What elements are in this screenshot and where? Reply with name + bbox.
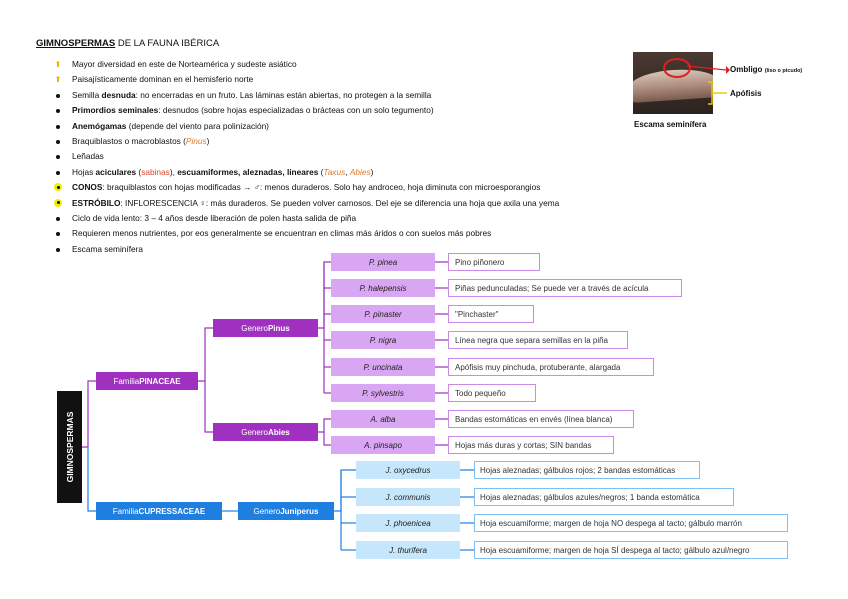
root-gimnospermas: GIMNOSPERMAS (57, 391, 82, 503)
note-text: Pinus (185, 136, 207, 147)
note-text: Mayor diversidad en este de Norteamérica y sudeste asiático (72, 59, 297, 69)
species-box: P. uncinata (331, 358, 435, 376)
note-text: escuamiformes, aleznadas, lineares (177, 166, 319, 177)
species-description: Bandas estomáticas en envés (línea blanca) (448, 410, 634, 428)
label-ombligo: Ombligo (liso o picudo) (730, 65, 803, 74)
page-title: GIMNOSPERMAS DE LA FAUNA IBÉRICA (36, 38, 220, 49)
note-text: Semilla (72, 89, 102, 100)
label-apofisis: Apófisis (730, 89, 762, 98)
genero-pinus: Genero Pinus (213, 319, 318, 337)
arrow-bullet-icon: ⬆ (54, 75, 62, 85)
note-text: ), (169, 166, 178, 177)
note-text: : braquiblastos con hojas modificadas → ♂: menos duraderos. Solo hay androceo, hoja diminuta con microesporangios (102, 182, 541, 193)
note-text: Braquiblastos o macroblastos ( (72, 136, 186, 147)
note-text: : desnudos (sobre hojas especializadas o brácteas con un solo tegumento) (158, 105, 434, 116)
species-description: Piñas pedunculadas; Se puede ver a través de acícula (448, 279, 682, 297)
note-text: : no encerradas en un fruto. Las láminas están abiertas, no protegen a la semilla (135, 89, 432, 100)
familia-cupressaceae: Familia CUPRESSACEAE (96, 502, 222, 520)
note-text: Paisajísticamente dominan en el hemisferio norte (72, 74, 254, 85)
species-box: J. phoenicea (356, 514, 460, 532)
note-text: Anemógamas (72, 120, 127, 131)
note-text: Primordios seminales (72, 105, 159, 116)
species-description: Hoja escuamiforme; margen de hoja SÍ despega al tacto; gálbulo azul/negro (474, 541, 788, 559)
species-box: P. pinea (331, 253, 435, 271)
species-box: A. pinsapo (331, 436, 435, 454)
genero-juniperus: Genero Juniperus (238, 502, 334, 520)
note-text: sabinas (141, 166, 170, 177)
species-box: J. communis (356, 488, 460, 506)
familia-pinaceae: Familia PINACEAE (96, 372, 198, 390)
note-text: ( (136, 166, 142, 177)
note-text: Requieren menos nutrientes, por eos generalmente se encuentran en climas más áridos o con suelos más pobres (72, 228, 492, 239)
species-box: J. oxycedrus (356, 461, 460, 479)
genero-abies: Genero Abies (213, 423, 318, 441)
note-text: Taxus (323, 166, 346, 177)
note-text: Escama seminífera (72, 243, 144, 254)
note-text: CONOS (72, 182, 103, 193)
species-description: "Pinchaster" (448, 305, 534, 323)
species-box: J. thurifera (356, 541, 460, 559)
note-text: aciculares (95, 166, 137, 177)
species-box: P. sylvestris (331, 384, 435, 402)
note-text: ESTRÓBILO (72, 197, 121, 208)
species-description: Hojas aleznadas; gálbulos rojos; 2 bandas estomáticas (474, 461, 700, 479)
species-description: Línea negra que separa semillas en la piña (448, 331, 628, 349)
species-description: Hojas más duras y cortas; SIN bandas (448, 436, 614, 454)
note-text: , (345, 166, 350, 177)
note-text: ) (206, 136, 210, 147)
species-description: Hoja escuamiforme; margen de hoja NO despega al tacto; gálbulo marrón (474, 514, 788, 532)
species-box: P. nigra (331, 331, 435, 349)
species-description: Apófisis muy pinchuda, protuberante, alargada (448, 358, 654, 376)
note-text: ( (318, 166, 324, 177)
species-description: Pino piñonero (448, 253, 540, 271)
species-box: P. halepensis (331, 279, 435, 297)
species-description: Todo pequeño (448, 384, 536, 402)
note-text: desnuda (101, 89, 136, 100)
species-description: Hojas aleznadas; gálbulos azules/negros; 1 banda estomática (474, 488, 734, 506)
note-text: Ciclo de vida lento: 3 – 4 años desde liberación de polen hasta salida de piña (72, 213, 357, 224)
species-box: P. pinaster (331, 305, 435, 323)
arrow-bullet-icon: ⬆ (54, 60, 62, 69)
note-text: ) (370, 166, 374, 177)
note-text: Abies (349, 166, 371, 177)
note-text: (depende del viento para polinización) (126, 120, 269, 131)
note-text: Hojas (72, 166, 96, 177)
photo-caption: Escama seminífera (634, 120, 707, 129)
note-text: : INFLORESCENCIA ♀: más duraderos. Se pueden volver carnosos. Del eje se diferencia una hoja que axila una yema (120, 197, 560, 208)
note-text: Leñadas (72, 151, 104, 162)
species-box: A. alba (331, 410, 435, 428)
